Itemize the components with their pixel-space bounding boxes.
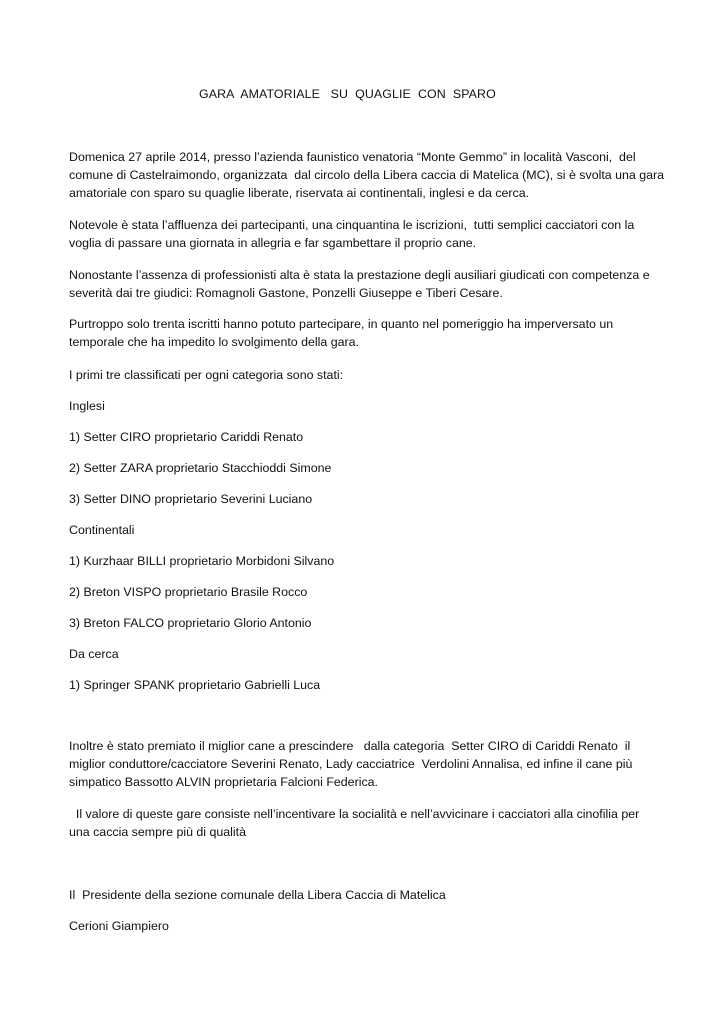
valore-line: Il valore di queste gare consiste nell’incentivare la socialità e nell’avvicinare i cacciatori alla cinofilia per bbox=[69, 807, 640, 821]
ranking-entry: 2) Setter ZARA proprietario Stacchioddi Simone bbox=[69, 461, 332, 475]
signature-role: Il Presidente della sezione comunale della Libera Caccia di Matelica bbox=[69, 888, 446, 902]
premi-line: Inoltre è stato premiato il miglior cane a prescindere dalla categoria Setter CIRO di Cariddi Renato il bbox=[69, 739, 631, 753]
document-title: GARA AMATORIALE SU QUAGLIE CON SPARO bbox=[199, 87, 496, 101]
category-heading-da-cerca: Da cerca bbox=[69, 647, 119, 661]
valore-line: una caccia sempre più di qualità bbox=[69, 825, 247, 839]
affluenza-line: voglia di passare una giornata in allegria e far sgambettare il proprio cane. bbox=[69, 236, 477, 250]
premi-line: simpatico Bassotto ALVIN proprietaria Falcioni Federica. bbox=[69, 775, 378, 789]
ranking-entry: 1) Springer SPANK proprietario Gabrielli Luca bbox=[69, 678, 321, 692]
temporale-paragraph bbox=[69, 315, 659, 351]
category-heading-continentali: Continentali bbox=[69, 523, 135, 537]
ranking-entry: 1) Setter CIRO proprietario Cariddi Renato bbox=[69, 430, 304, 444]
ranking-entry: 2) Breton VISPO proprietario Brasile Rocco bbox=[69, 585, 308, 599]
ranking-entry: 3) Breton FALCO proprietario Glorio Antonio bbox=[69, 616, 312, 630]
affluenza-line: Notevole è stata l’affluenza dei partecipanti, una cinquantina le iscrizioni, tutti semplici cacciatori con la bbox=[69, 218, 635, 232]
classifica-intro: I primi tre classificati per ogni categoria sono stati: bbox=[69, 368, 344, 382]
affluenza-paragraph bbox=[69, 216, 659, 252]
giudici-paragraph bbox=[69, 266, 659, 302]
signature-name: Cerioni Giampiero bbox=[69, 919, 169, 933]
temporale-line: temporale che ha impedito lo svolgimento della gara. bbox=[69, 335, 359, 349]
giudici-line: severità dai tre giudici: Romagnoli Gastone, Ponzelli Giuseppe e Tiberi Cesare. bbox=[69, 286, 503, 300]
intro-line: comune di Castelraimondo, organizzata dal circolo della Libera caccia di Matelica (MC), si è svolta una gara bbox=[69, 168, 665, 182]
ranking-entry: 1) Kurzhaar BILLI proprietario Morbidoni Silvano bbox=[69, 554, 335, 568]
premi-paragraph bbox=[69, 737, 659, 791]
intro-line: amatoriale con sparo su quaglie liberate, riservata ai continentali, inglesi e da cerca. bbox=[69, 186, 530, 200]
giudici-line: Nonostante l’assenza di professionisti alta è stata la prestazione degli ausiliari giudicati con competenza e bbox=[69, 268, 650, 282]
valore-paragraph bbox=[69, 805, 659, 841]
ranking-entry: 3) Setter DINO proprietario Severini Luciano bbox=[69, 492, 313, 506]
intro-line: Domenica 27 aprile 2014, presso l’azienda faunistico venatoria “Monte Gemmo” in località Vasconi, del bbox=[69, 150, 636, 164]
premi-line: miglior conduttore/cacciatore Severini Renato, Lady cacciatrice Verdolini Annalisa, ed infine il cane più bbox=[69, 757, 633, 771]
category-heading-inglesi: Inglesi bbox=[69, 399, 105, 413]
intro-paragraph bbox=[69, 148, 665, 202]
temporale-line: Purtroppo solo trenta iscritti hanno potuto partecipare, in quanto nel pomeriggio ha imperversato un bbox=[69, 317, 614, 331]
